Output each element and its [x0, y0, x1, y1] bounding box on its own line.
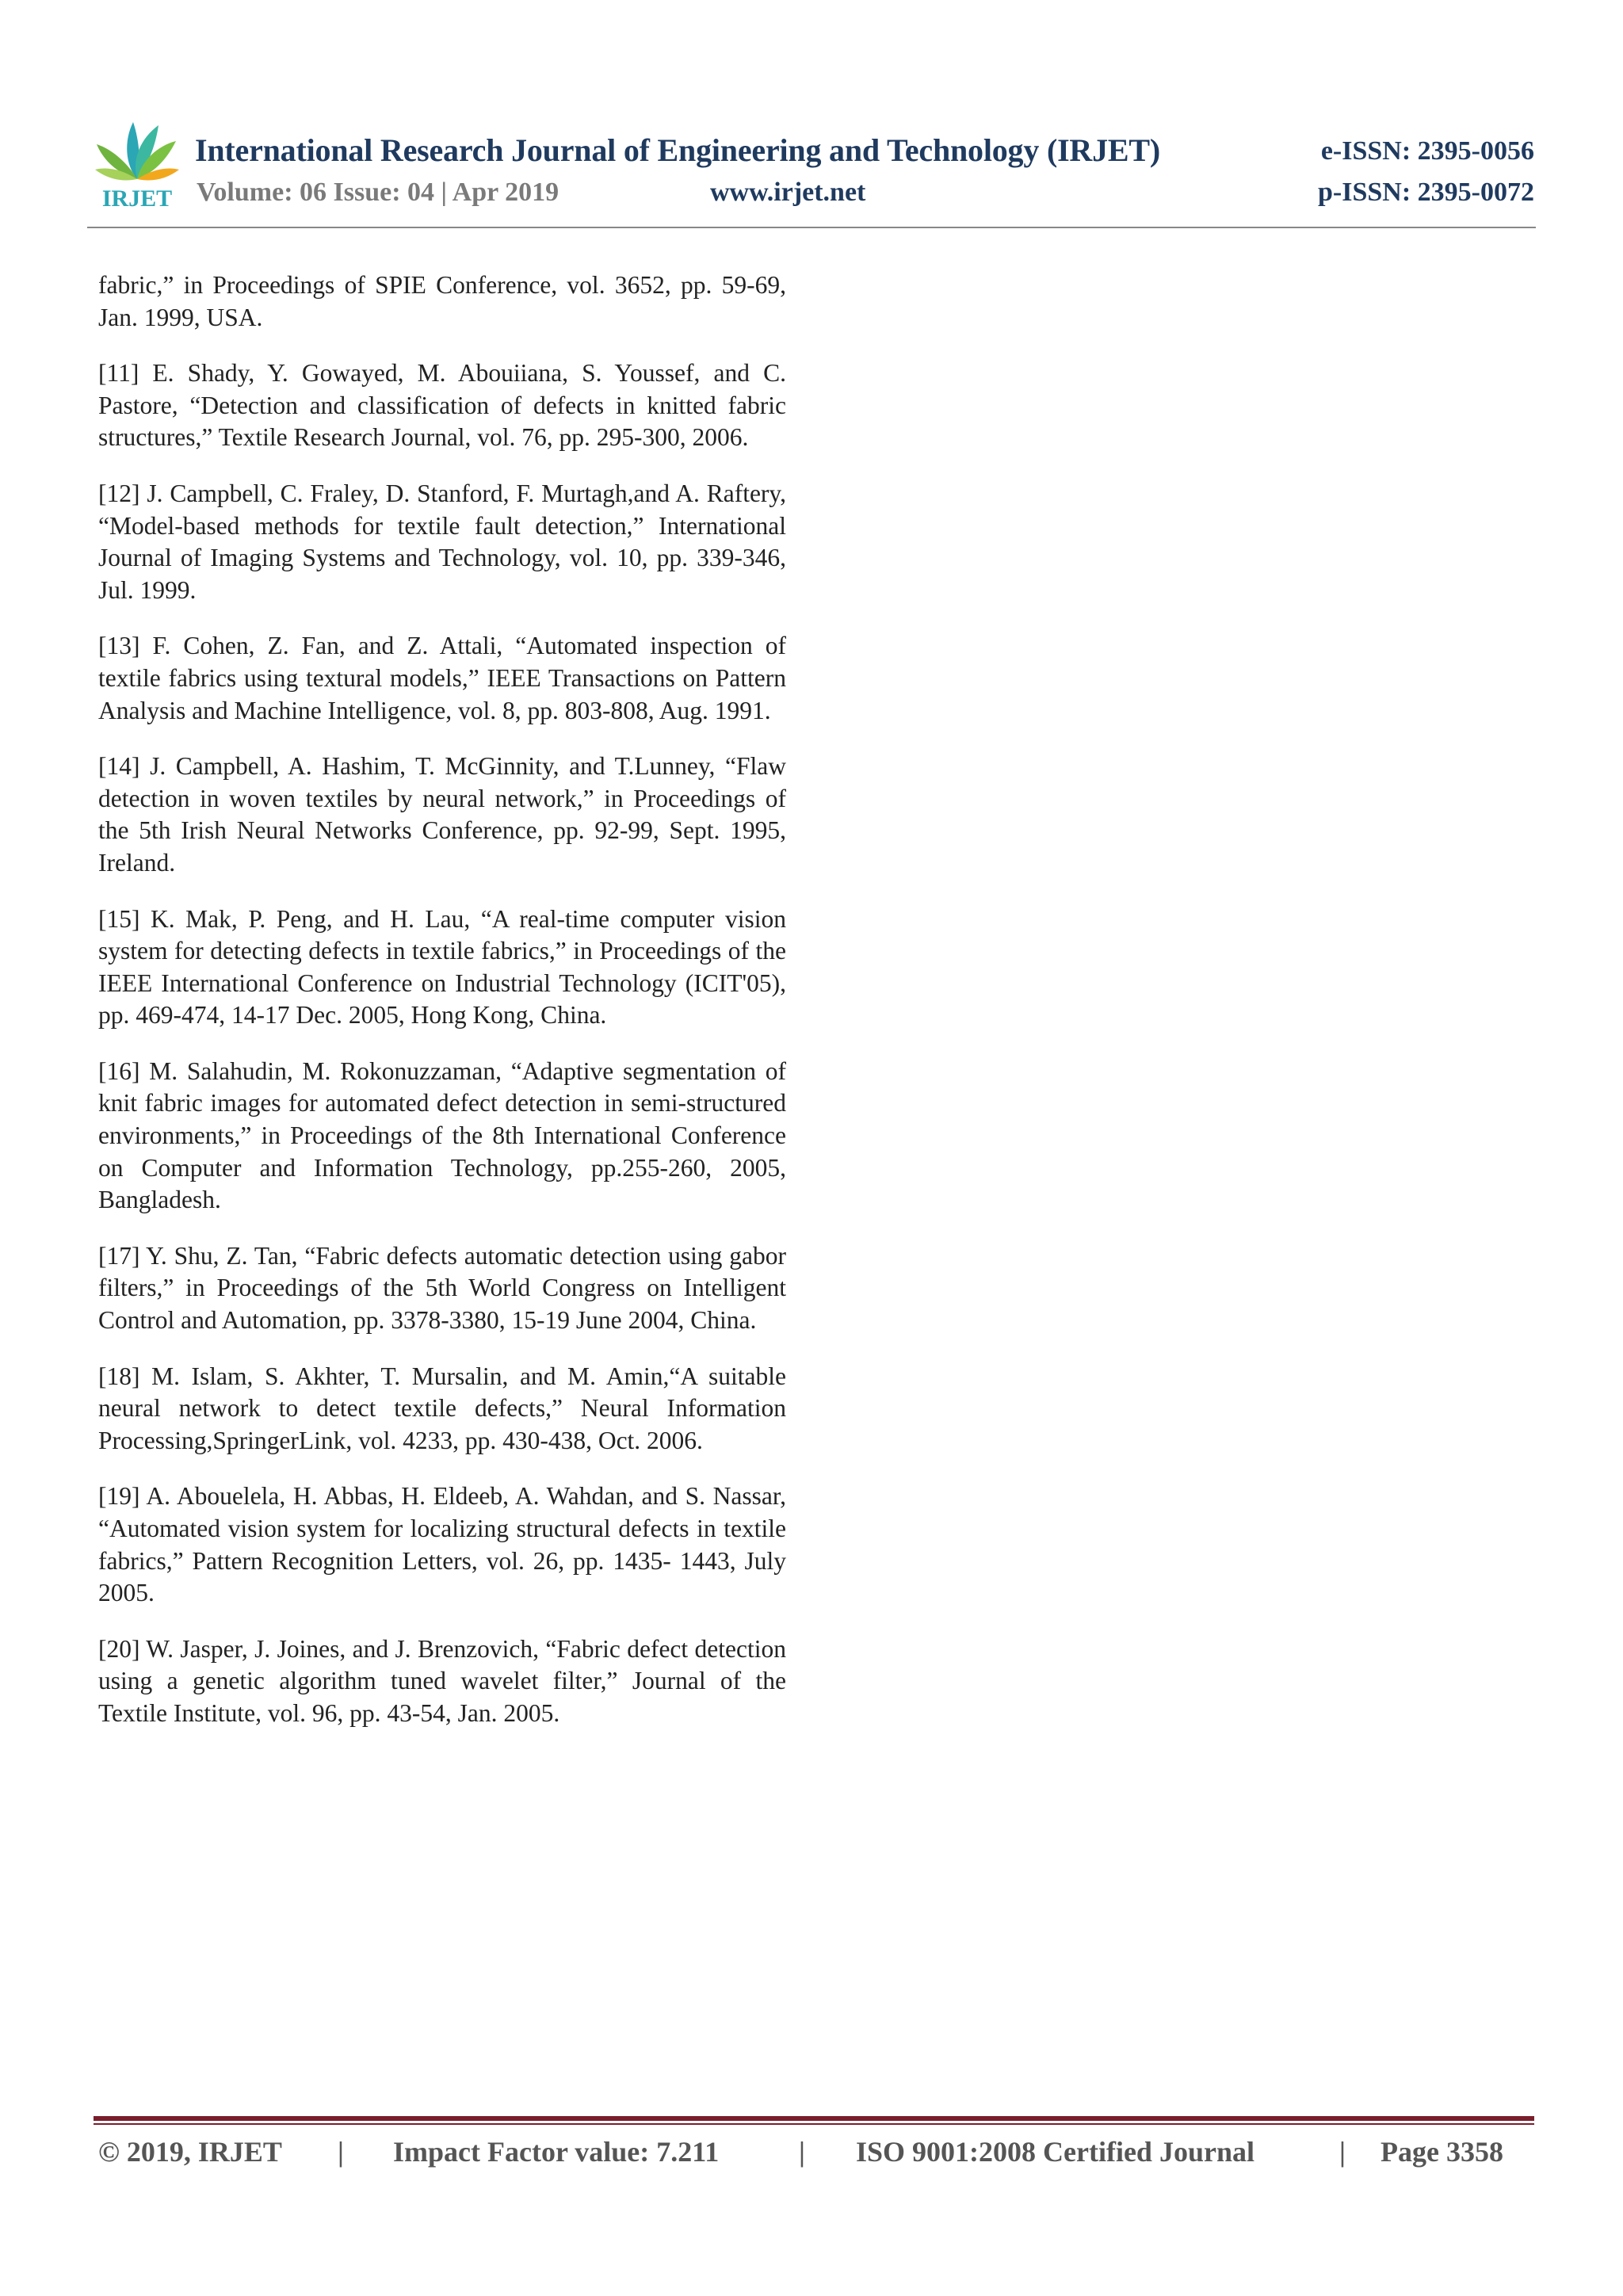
reference-item: [15] K. Mak, P. Peng, and H. Lau, “A real-time computer vision system for detecting defects in textile fabrics,” in Proceedings of the IEEE International Conference on Industrial Technology (ICIT'05), pp. 469-474, 14-17 Dec. 2005, Hong Kong, China. [98, 904, 786, 1030]
e-issn: e-ISSN: 2395-0056 [1320, 136, 1534, 166]
reference-item: [16] M. Salahudin, M. Rokonuzzaman, “Adaptive segmentation of knit fabric images for automated defect detection in semi-structured environments,” in Proceedings of the 8th International Conference on Computer and Information Technology, pp.255-260, 2005, Bangladesh. [98, 1056, 786, 1214]
journal-title: International Research Journal of Engineering and Technology (IRJET) [195, 132, 1161, 168]
footer-divider-thin [94, 2123, 1534, 2125]
references-column [98, 269, 786, 1754]
footer-divider-thick [94, 2116, 1534, 2121]
reference-item: [14] J. Campbell, A. Hashim, T. McGinnity, and T.Lunney, “Flaw detection in woven textiles by neural network,” in Proceedings of the 5th Irish Neural Networks Conference, pp. 92-99, Sept. 1995, Ireland. [98, 752, 786, 877]
reference-item: [17] Y. Shu, Z. Tan, “Fabric defects automatic detection using gabor filters,” in Proceedings of the 5th World Congress on Intelligent Control and Automation, pp. 3378-3380, 15-19 June 2004, China. [98, 1241, 786, 1335]
footer-copyright: © 2019, IRJET [98, 2136, 282, 2168]
p-issn: p-ISSN: 2395-0072 [1318, 178, 1534, 207]
reference-item: [20] W. Jasper, J. Joines, and J. Brenzovich, “Fabric defect detection using a genetic algorithm tuned wavelet filter,” Journal of the Textile Institute, vol. 96, pp. 43-54, Jan. 2005. [98, 1634, 786, 1727]
volume-issue: Volume: 06 Issue: 04 | Apr 2019 [197, 178, 559, 207]
footer-separator: | [799, 2136, 805, 2168]
footer-separator: | [338, 2136, 344, 2168]
irjet-logo [94, 117, 181, 211]
reference-item: [11] E. Shady, Y. Gowayed, M. Abouiiana, S. Youssef, and C. Pastore, “Detection and classification of defects in knitted fabric structures,” Textile Research Journal, vol. 76, pp. 295-300, 2006. [98, 359, 786, 452]
header-divider [87, 227, 1536, 228]
reference-item: [18] M. Islam, S. Akhter, T. Mursalin, and M. Amin,“A suitable neural network to detect textile defects,” Neural Information Processing,SpringerLink, vol. 4233, pp. 430-438, Oct. 2006. [98, 1362, 786, 1454]
reference-item: [13] F. Cohen, Z. Fan, and Z. Attali, “Automated inspection of textile fabrics using textural models,” IEEE Transactions on Pattern Analysis and Machine Intelligence, vol. 8, pp. 803-808, Aug. 1991. [98, 632, 786, 724]
footer-impact-factor: Impact Factor value: 7.211 [393, 2136, 720, 2168]
reference-item: [19] A. Abouelela, H. Abbas, H. Eldeeb, A. Wahdan, and S. Nassar, “Automated vision system for localizing structural defects in textile fabrics,” Pattern Recognition Letters, vol. 26, pp. 1435- 1443, July 2005. [98, 1482, 786, 1607]
journal-website[interactable]: www.irjet.net [710, 178, 866, 207]
reference-item: fabric,” in Proceedings of SPIE Conference, vol. 3652, pp. 59-69, Jan. 1999, USA. [98, 271, 786, 331]
footer-iso: ISO 9001:2008 Certified Journal [856, 2136, 1254, 2168]
footer-separator: | [1339, 2136, 1346, 2168]
logo-text: IRJET [101, 185, 173, 211]
footer-page-number: Page 3358 [1381, 2136, 1503, 2168]
reference-item: [12] J. Campbell, C. Fraley, D. Stanford, F. Murtagh,and A. Raftery, “Model-based methods for textile fault detection,” International Journal of Imaging Systems and Technology, vol. 10, pp. 339-346, Jul. 1999. [98, 479, 786, 604]
